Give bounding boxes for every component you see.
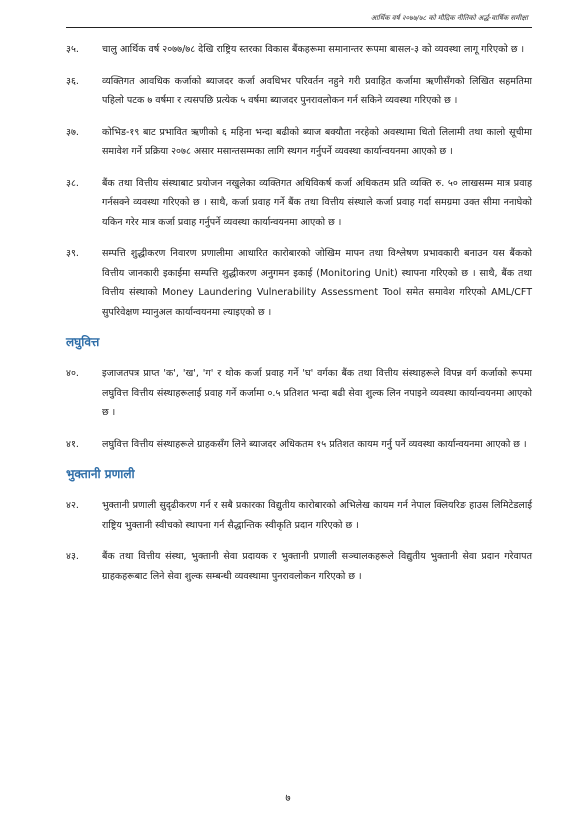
item-number: ४२. (66, 500, 79, 511)
page-content (66, 40, 532, 598)
item-text: बैंक तथा वित्तीय संस्था, भुक्तानी सेवा प्रदायक र भुक्तानी प्रणाली सञ्चालकहरूले विद्युतीय भुक्तानी सेवा प्रदान गरेवापत ग्राहकहरूबाट लिने सेवा शुल्क सम्बन्धी व्यवस्थामा पुनरावलोकन गरिएको छ । (102, 551, 532, 582)
list-item (66, 72, 532, 111)
section-heading-payment-system: भुक्तानी प्रणाली (66, 467, 135, 481)
item-number: ३९. (66, 248, 79, 259)
list-item (66, 364, 532, 423)
item-text: भुक्तानी प्रणाली सुदृढीकरण गर्न र सबै प्रकारका विद्युतीय कारोबारको अभिलेख कायम गर्न नेपाल क्लियरिङ हाउस लिमिटेडलाई राष्ट्रिय भुक्तानी स्वीचको स्थापना गर्न सैद्धान्तिक स्वीकृति प्रदान गरिएको छ । (102, 500, 532, 531)
item-text: व्यक्तिगत आवधिक कर्जाको ब्याजदर कर्जा अवधिभर परिवर्तन नहुने गरी प्रवाहित कर्जामा ऋणीसँगको लिखित सहमतिमा पहिलो पटक ७ वर्षमा र त्यसपछि प्रत्येक ५ वर्षमा ब्याजदर पुनरावलोकन गर्न सकिने व्यवस्था गरिएको छ । (102, 75, 532, 106)
item-number: ३६. (66, 75, 79, 87)
list-item (66, 123, 532, 162)
item-number: ४३. (66, 551, 79, 562)
item-text: चालु आर्थिक वर्ष २०७७/७८ देखि राष्ट्रिय स्तरका विकास बैंकहरूमा समानान्तर रूपमा बासल-३ को व्यवस्था लागू गरिएको छ । (102, 44, 525, 55)
item-number: ३५. (66, 44, 79, 55)
item-number: ४१. (66, 438, 79, 450)
page-number: ७ (285, 793, 291, 804)
section-heading-microfinance: लघुवित्त (66, 335, 100, 349)
list-item (66, 496, 532, 535)
running-header: आर्थिक वर्ष २०७७/७८ को मौद्रिक नीतिको अर्द्ध-वार्षिक समीक्षा (370, 14, 528, 22)
list-item (66, 40, 532, 60)
header-rule (66, 27, 532, 28)
list-item (66, 244, 532, 322)
list-item (66, 547, 532, 586)
item-number: ३७. (66, 126, 79, 138)
item-text: इजाजतपत्र प्राप्त 'क', 'ख', 'ग' र थोक कर्जा प्रवाह गर्ने 'घ' वर्गका बैंक तथा वित्तीय संस्थाहरूले विपन्न वर्ग कर्जाको रूपमा लघुवित्त वित्तीय संस्थाहरूलाई प्रवाह गर्ने कर्जामा ०.५ प्रतिशत भन्दा बढी सेवा शुल्क लिन नपाइने व्यवस्था कार्यान्वयनमा आएको छ । (102, 368, 532, 418)
item-number: ४०. (66, 368, 79, 379)
item-text: सम्पत्ति शुद्धीकरण निवारण प्रणालीमा आधारित कारोबारको जोखिम मापन तथा विश्लेषण प्रभावकारी बनाउन यस बैंकको वित्तीय जानकारी इकाईमा सम्पत्ति शुद्धीकरण अनुगमन इकाई (Monitoring Unit) स्थापना गरिएको छ । साथै, बैंक तथा वित्तीय संस्थाको Money Laundering Vulnerability Assessment Tool समेत समावेश गरिएको AML/CFT सुपरिवेक्षण म्यानुअल कार्यान्वयनमा ल्याइएको छ । (102, 248, 532, 318)
item-text: कोभिड-१९ बाट प्रभावित ऋणीको ६ महिना भन्दा बढीको ब्याज बक्यौता नरहेको अवस्थामा धितो लिलामी तथा कालो सूचीमा समावेश गर्ने प्रक्रिया २०७८ असार मसान्तसम्मका लागि स्थगन गर्नुपर्ने व्यवस्था कार्यान्वयनमा आएको छ । (102, 126, 532, 157)
list-item (66, 174, 532, 233)
item-text: बैंक तथा वित्तीय संस्थाबाट प्रयोजन नखुलेका व्यक्तिगत अधिविकर्ष कर्जा अधिकतम प्रति व्यक्ति रु. ५० लाखसम्म मात्र प्रवाह गर्नसक्ने व्यवस्था गरिएको छ । साथै, कर्जा प्रवाह गर्ने बैंक तथा वित्तीय संस्थाले कर्जा प्रवाह गर्दा समग्रमा उक्त सीमा ननाघेको यकिन गरेर मात्र कर्जा प्रवाह गर्नुपर्ने व्यवस्था कार्यान्वयनमा आएको छ । (102, 177, 532, 228)
item-text: लघुवित्त वित्तीय संस्थाहरूले ग्राहकसँग लिने ब्याजदर अधिकतम १५ प्रतिशत कायम गर्नु पर्ने व्यवस्था कार्यान्वयनमा आएको छ । (102, 438, 527, 450)
list-item (66, 435, 532, 455)
item-number: ३८. (66, 177, 79, 189)
